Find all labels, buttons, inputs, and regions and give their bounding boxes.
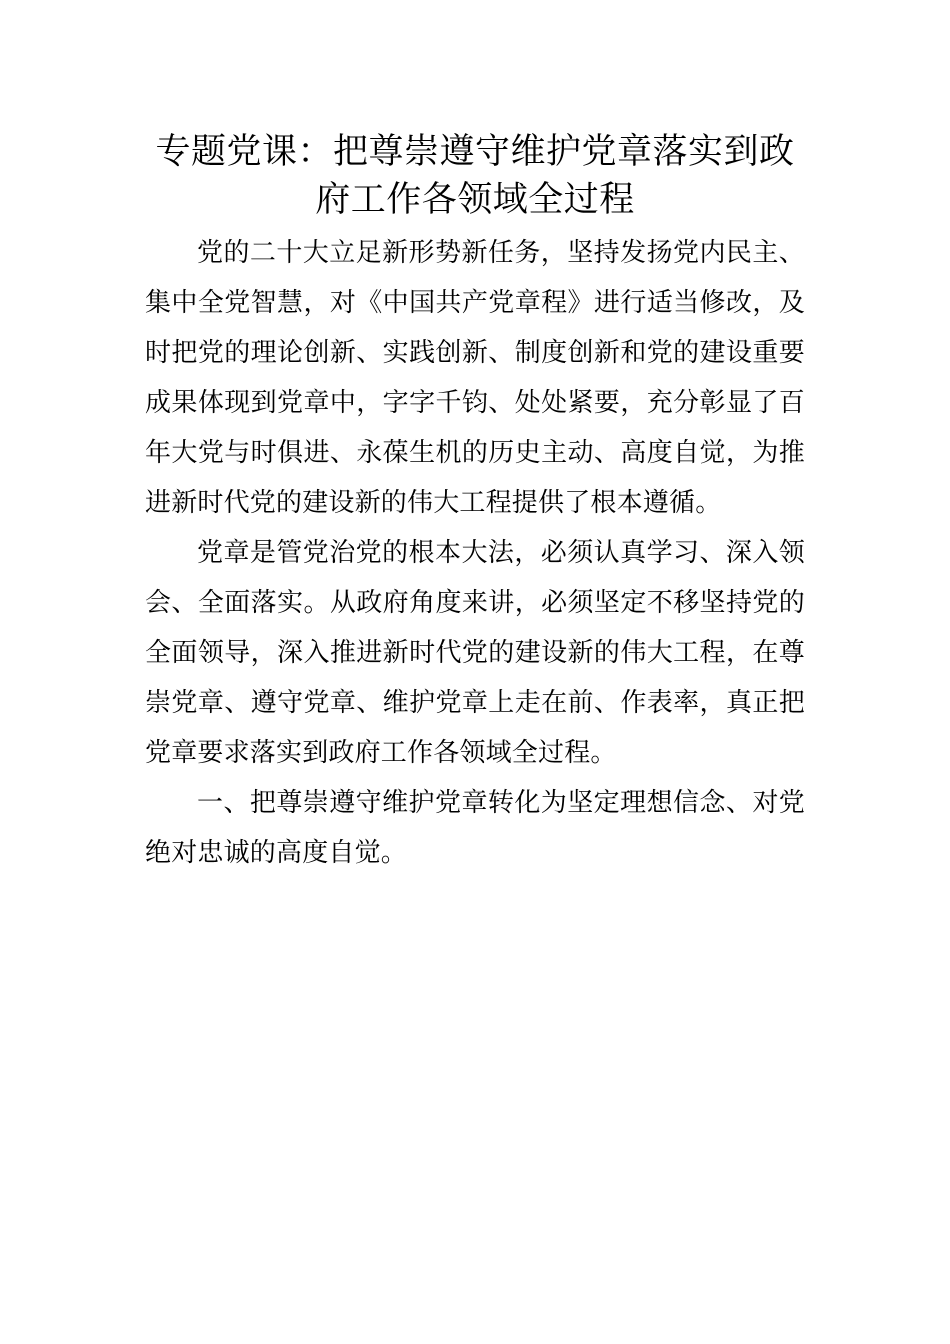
- body-paragraph-1: 党的二十大立足新形势新任务，坚持发扬党内民主、集中全党智慧，对《中国共产党章程》进行适当修改，及时把党的理论创新、实践创新、制度创新和党的建设重要成果体现到党章中，字字千钧、处处紧要，充分彰显了百年大党与时俱进、永葆生机的历史主动、高度自觉，为推进新时代党的建设新的伟大工程提供了根本遵循。: [145, 238, 805, 518]
- document-title: 专题党课：把尊崇遵守维护党章落实到政府工作各领域全过程: [155, 132, 795, 220]
- section-heading-1: 一、把尊崇遵守维护党章转化为坚定理想信念、对党绝对忠诚的高度自觉。: [145, 788, 805, 868]
- document-body: [145, 228, 805, 878]
- body-paragraph-2: 党章是管党治党的根本大法，必须认真学习、深入领会、全面落实。从政府角度来讲，必须坚定不移坚持党的全面领导，深入推进新时代党的建设新的伟大工程，在尊崇党章、遵守党章、维护党章上走在前、作表率，真正把党章要求落实到政府工作各领域全过程。: [145, 538, 805, 768]
